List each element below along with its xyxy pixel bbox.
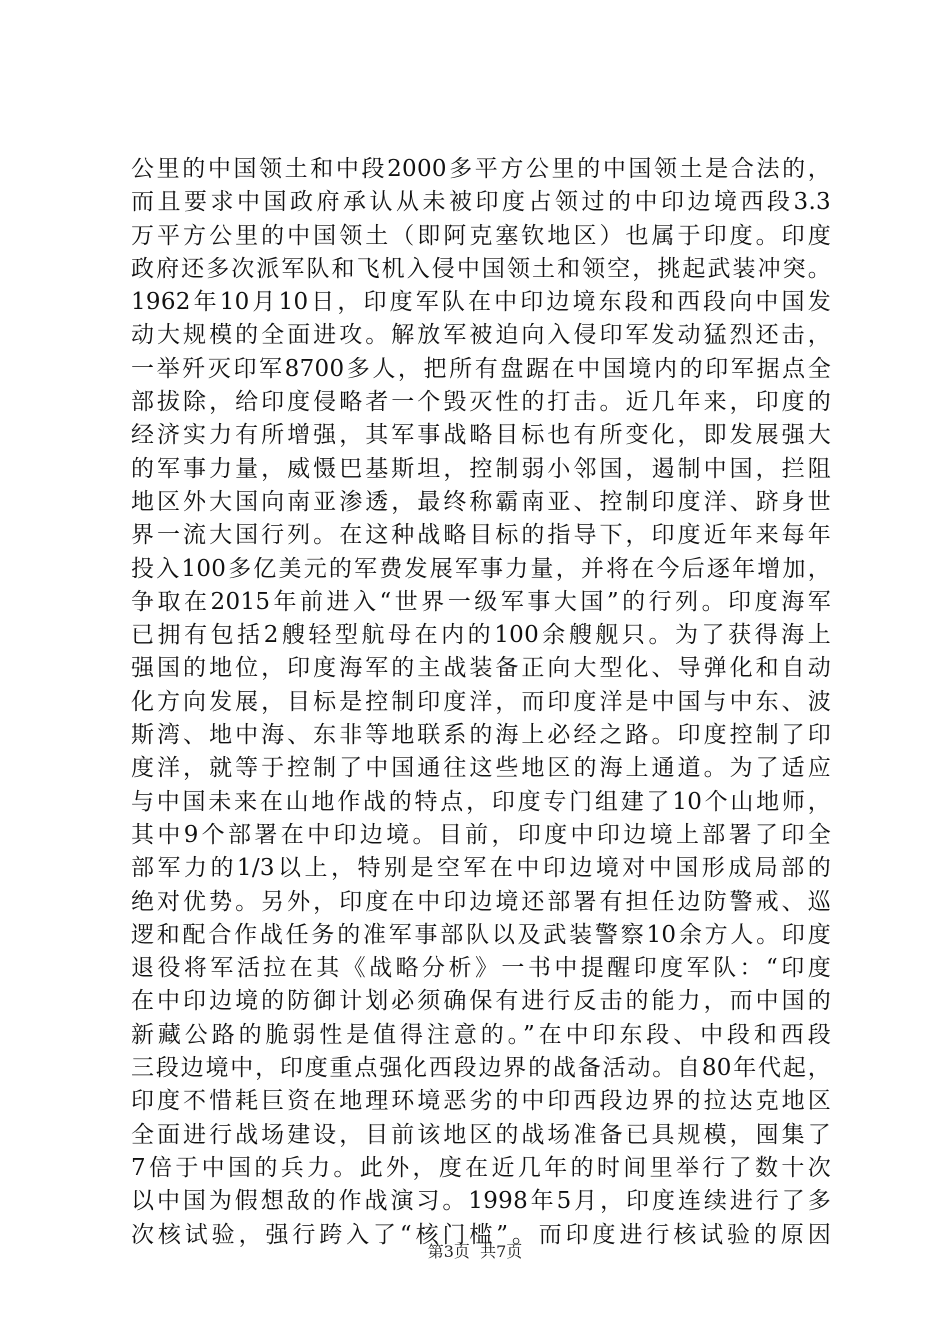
text-line: 1962年10月10日，印度军队在中印边境东段和西段向中国发 xyxy=(131,289,831,316)
text-line: 新藏公路的脆弱性是值得注意的。”在中印东段、中段和西段 xyxy=(131,1021,831,1048)
text-line: 三段边境中，印度重点强化西段边界的战备活动。自80年代起， xyxy=(131,1055,831,1082)
text-line: 而且要求中国政府承认从未被印度占领过的中印边境西段3.3 xyxy=(131,189,831,216)
text-line: 全面进行战场建设，目前该地区的战场准备已具规模，囤集了 xyxy=(131,1121,831,1148)
text-line: 公里的中国领土和中段2000多平方公里的中国领土是合法的， xyxy=(131,156,831,182)
text-line: 化方向发展，目标是控制印度洋，而印度洋是中国与中东、波 xyxy=(131,688,831,715)
text-line: 争取在2015年前进入“世界一级军事大国”的行列。印度海军 xyxy=(131,588,831,615)
text-line: 以中国为假想敌的作战演习。1998年5月，印度连续进行了多 xyxy=(131,1188,831,1215)
text-line: 度洋，就等于控制了中国通往这些地区的海上通道。为了适应 xyxy=(131,755,831,782)
text-line: 经济实力有所增强，其军事战略目标也有所变化，即发展强大 xyxy=(131,422,831,449)
text-line: 退役将军活拉在其《战略分析》一书中提醒印度军队：“印度 xyxy=(131,955,831,982)
text-line: 部拔除，给印度侵略者一个毁灭性的打击。近几年来，印度的 xyxy=(131,389,831,416)
body-text xyxy=(131,153,831,1252)
text-line: 次核试验，强行跨入了“核门槛”。而印度进行核试验的原因 xyxy=(131,1221,831,1248)
text-line: 斯湾、地中海、东非等地联系的海上必经之路。印度控制了印 xyxy=(131,722,831,749)
text-line: 在中印边境的防御计划必须确保有进行反击的能力，而中国的 xyxy=(131,988,831,1015)
text-line: 7倍于中国的兵力。此外，度在近几年的时间里举行了数十次 xyxy=(131,1154,831,1181)
text-line: 已拥有包括2艘轻型航母在内的100余艘舰只。为了获得海上 xyxy=(131,622,831,649)
text-line: 界一流大国行列。在这种战略目标的指导下，印度近年来每年 xyxy=(131,522,831,549)
text-line: 绝对优势。另外，印度在中印边境还部署有担任边防警戒、巡 xyxy=(131,888,831,915)
text-line: 逻和配合作战任务的准军事部队以及武装警察10余方人。印度 xyxy=(131,921,831,948)
page-number-label: 第3页 共7页 xyxy=(427,1242,523,1261)
text-line: 一举歼灭印军8700多人，把所有盘踞在中国境内的印军据点全 xyxy=(131,355,831,382)
text-line: 地区外大国向南亚渗透，最终称霸南亚、控制印度洋、跻身世 xyxy=(131,488,831,515)
page-footer xyxy=(0,1242,950,1262)
text-line: 的军事力量，威慑巴基斯坦，控制弱小邻国，遏制中国，拦阻 xyxy=(131,455,831,482)
text-line: 投入100多亿美元的军费发展军事力量，并将在今后逐年增加， xyxy=(131,555,831,582)
text-line: 政府还多次派军队和飞机入侵中国领土和领空，挑起武装冲突。 xyxy=(131,255,831,282)
text-line: 部军力的1/3以上，特别是空军在中印边境对中国形成局部的 xyxy=(131,855,831,882)
text-line: 动大规模的全面进攻。解放军被迫向入侵印军发动猛烈还击， xyxy=(131,322,831,349)
text-line: 印度不惜耗巨资在地理环境恶劣的中印西段边界的拉达克地区 xyxy=(131,1088,831,1115)
text-line: 其中9个部署在中印边境。目前，印度中印边境上部署了印全 xyxy=(131,821,831,848)
text-line: 强国的地位，印度海军的主战装备正向大型化、导弹化和自动 xyxy=(131,655,831,682)
text-line: 万平方公里的中国领土（即阿克塞钦地区）也属于印度。印度 xyxy=(131,222,831,249)
text-line: 与中国未来在山地作战的特点，印度专门组建了10个山地师， xyxy=(131,788,831,815)
